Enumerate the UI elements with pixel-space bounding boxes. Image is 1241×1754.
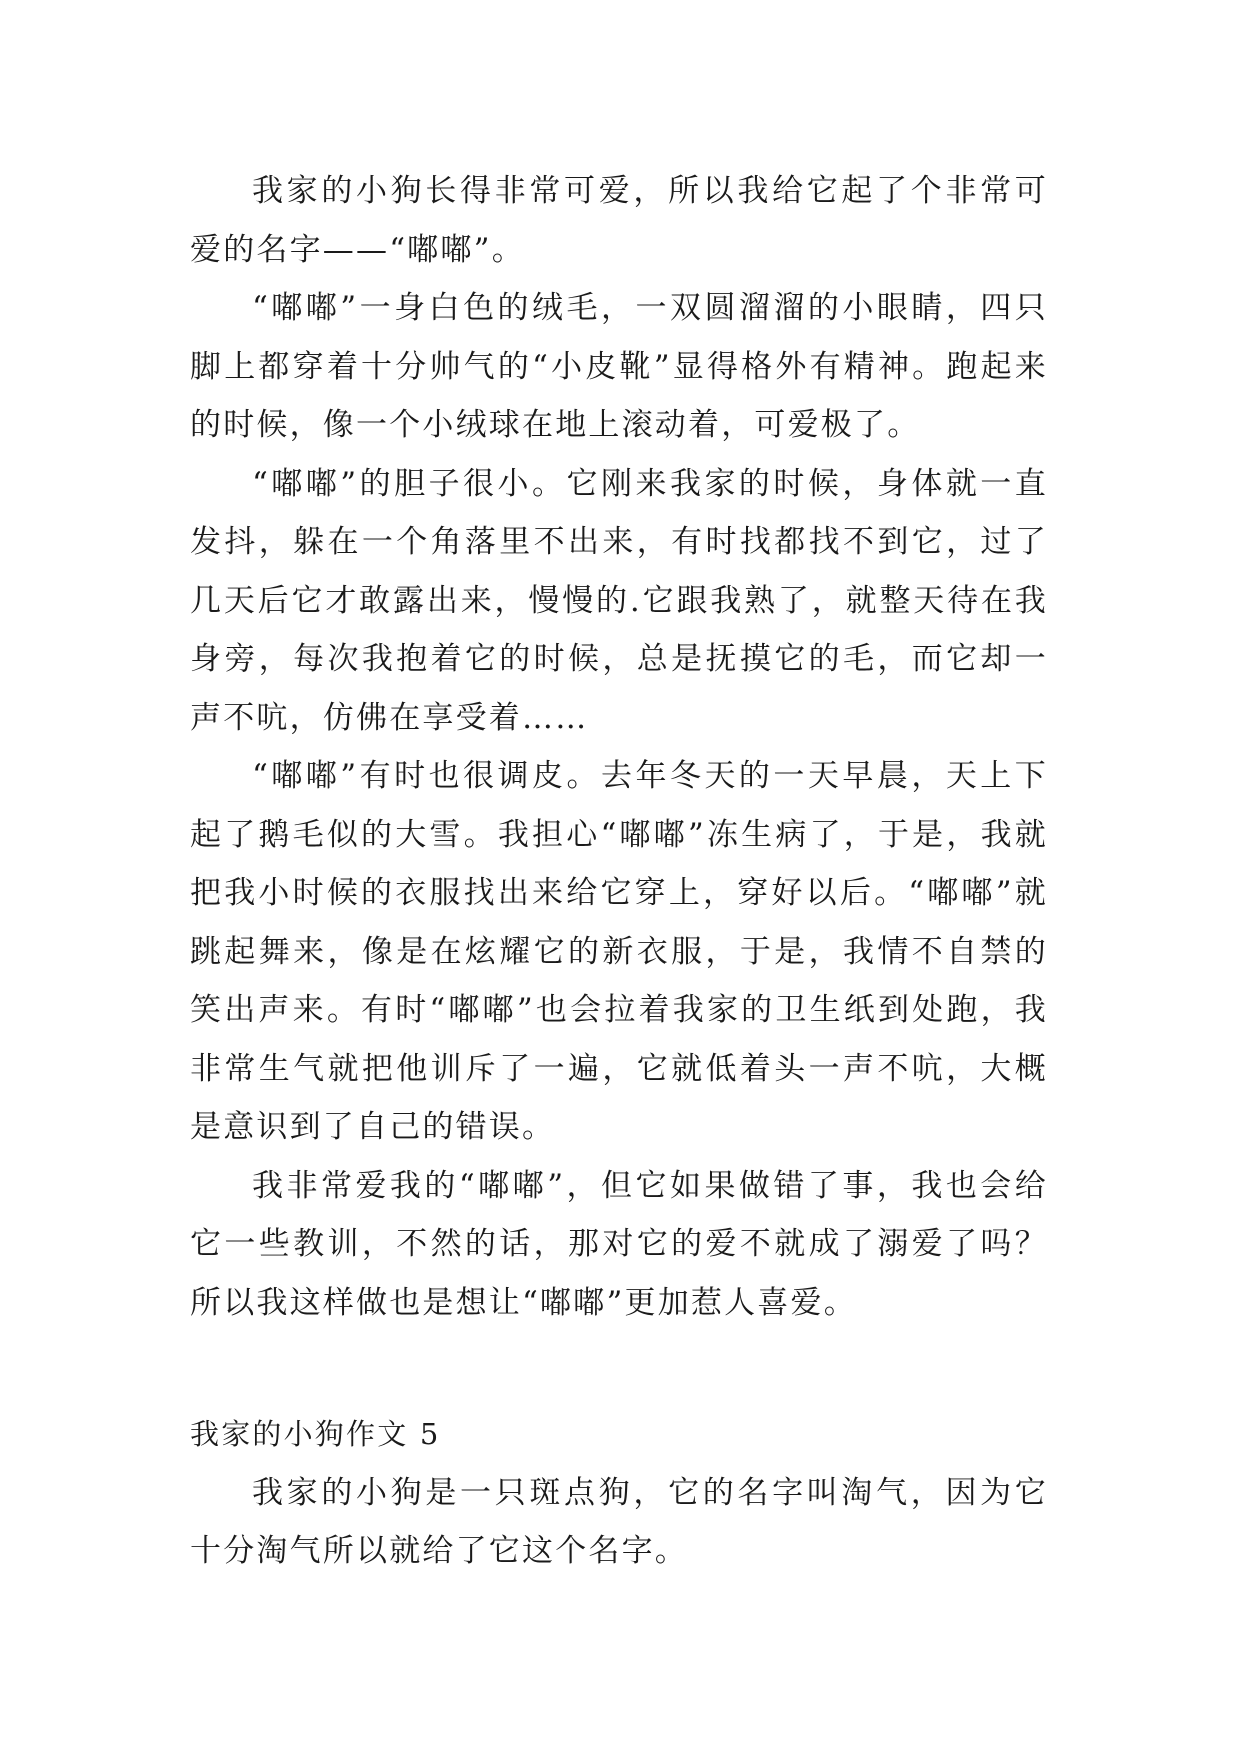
paragraph: 我家的小狗长得非常可爱，所以我给它起了个非常可爱的名字——“嘟嘟”。 xyxy=(190,173,1048,268)
paragraph: “嘟嘟”的胆子很小。它刚来我家的时候，身体就一直发抖，躲在一个角落里不出来，有时找都找不到它，过了几天后它才敢露出来，慢慢的.它跟我熟了，就整天待在我身旁，每次我抱着它的时候，总是抚摸它的毛，而它却一声不吭，仿佛在享受着…… xyxy=(190,465,1048,736)
document-body xyxy=(190,162,1048,1581)
paragraph: “嘟嘟”一身白色的绒毛，一双圆溜溜的小眼睛，四只脚上都穿着十分帅气的“小皮靴”显得格外有精神。跑起来的时候，像一个小绒球在地上滚动着，可爱极了。 xyxy=(190,290,1048,443)
paragraph: “嘟嘟”有时也很调皮。去年冬天的一天早晨，天上下起了鹅毛似的大雪。我担心“嘟嘟”冻生病了，于是，我就把我小时候的衣服找出来给它穿上，穿好以后。“嘟嘟”就跳起舞来，像是在炫耀它的新衣服，于是，我情不自禁的笑出声来。有时“嘟嘟”也会拉着我家的卫生纸到处跑，我非常生气就把他训斥了一遍，它就低着头一声不吭，大概是意识到了自己的错误。 xyxy=(190,758,1048,1145)
paragraph: 我家的小狗是一只斑点狗，它的名字叫淘气，因为它十分淘气所以就给了它这个名字。 xyxy=(190,1474,1048,1569)
section-heading: 我家的小狗作文 5 xyxy=(190,1417,441,1451)
paragraph: 我非常爱我的“嘟嘟”，但它如果做错了事，我也会给它一些教训，不然的话，那对它的爱不就成了溺爱了吗？所以我这样做也是想让“嘟嘟”更加惹人喜爱。 xyxy=(190,1167,1048,1321)
